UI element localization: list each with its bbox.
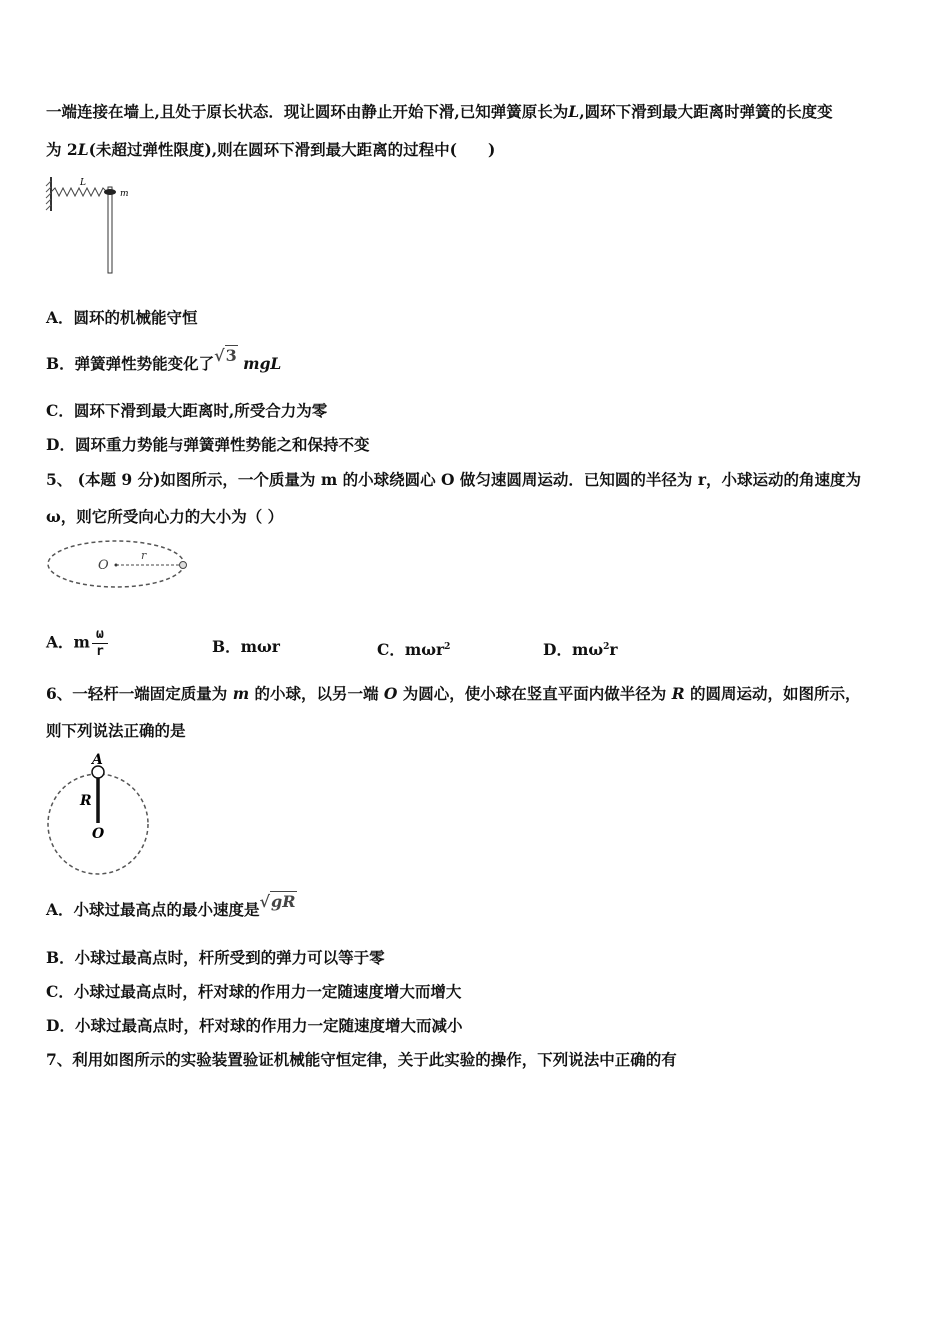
rod-rotation-figure: [46, 750, 156, 876]
q5-option-a: A．m $\frac{\omega}{r}$: [46, 627, 108, 660]
q5-stem-line2: ω，则它所受向心力的大小为（ ）: [46, 507, 284, 526]
q4-option-a: A．圆环的机械能守恒: [46, 308, 198, 327]
q6-option-b: B．小球过最高点时，杆所受到的弹力可以等于零: [46, 948, 385, 967]
q6-stem-line2: 则下列说法正确的是: [46, 721, 186, 740]
label-O: O: [92, 826, 105, 842]
fraction-omega-over-r: $\frac{\omega}{r}$: [92, 627, 108, 660]
label-A: A: [92, 752, 103, 768]
q5-option-c: C．mωr$^2$: [377, 640, 451, 660]
label-R: R: [80, 793, 92, 809]
q7-stem-line1: 7、利用如图所示的实验装置验证机械能守恒定律，关于此实验的操作，下列说法中正确的有: [46, 1050, 677, 1069]
label-m: m: [120, 189, 129, 199]
q5-stem-line1: 5、 (本题 9 分)如图所示，一个质量为 m 的小球绕圆心 O 做匀速圆周运动．已知圆的半径为 r，小球运动的角速度为: [46, 470, 861, 489]
vertical-rod: [108, 187, 112, 273]
q4-option-b: B．弹簧弹性势能变化了√3 mgL: [46, 346, 282, 373]
ring: [104, 189, 116, 195]
label-O: O: [98, 558, 109, 573]
sqrt-gR: √gR: [259, 892, 296, 911]
circular-motion-figure: [46, 537, 196, 593]
spring-ring-figure: [46, 175, 156, 275]
spring: [51, 188, 107, 196]
q5-option-b: B．mωr: [212, 637, 280, 656]
q5-option-d: D．$m\omega^2r$: [543, 640, 618, 660]
sqrt-three: √3: [214, 346, 237, 365]
q6-option-c: C．小球过最高点时，杆对球的作用力一定随速度增大而增大: [46, 982, 462, 1001]
label-r: r: [141, 549, 147, 562]
q6-stem-line1: 6、一轻杆一端固定质量为 m 的小球，以另一端 O 为圆心，使小球在竖直平面内做半径为 R 的圆周运动，如图所示，: [46, 684, 861, 703]
ball: [180, 562, 187, 569]
q6-option-a: A．小球过最高点的最小速度是√gR: [46, 892, 296, 919]
q4-stem-line1: 一端连接在墙上,且处于原长状态．现让圆环由静止开始下滑,已知弹簧原长为L,圆环下滑到最大距离时弹簧的长度变: [46, 102, 833, 121]
q6-option-d: D．小球过最高点时，杆对球的作用力一定随速度增大而减小: [46, 1016, 463, 1035]
q4-option-d: D．圆环重力势能与弹簧弹性势能之和保持不变: [46, 435, 370, 454]
q4-option-c: C．圆环下滑到最大距离时,所受合力为零: [46, 401, 328, 420]
q4-stem-line2: 为 2L(未超过弹性限度),则在圆环下滑到最大距离的过程中( ): [46, 140, 496, 159]
label-L: L: [80, 178, 86, 188]
